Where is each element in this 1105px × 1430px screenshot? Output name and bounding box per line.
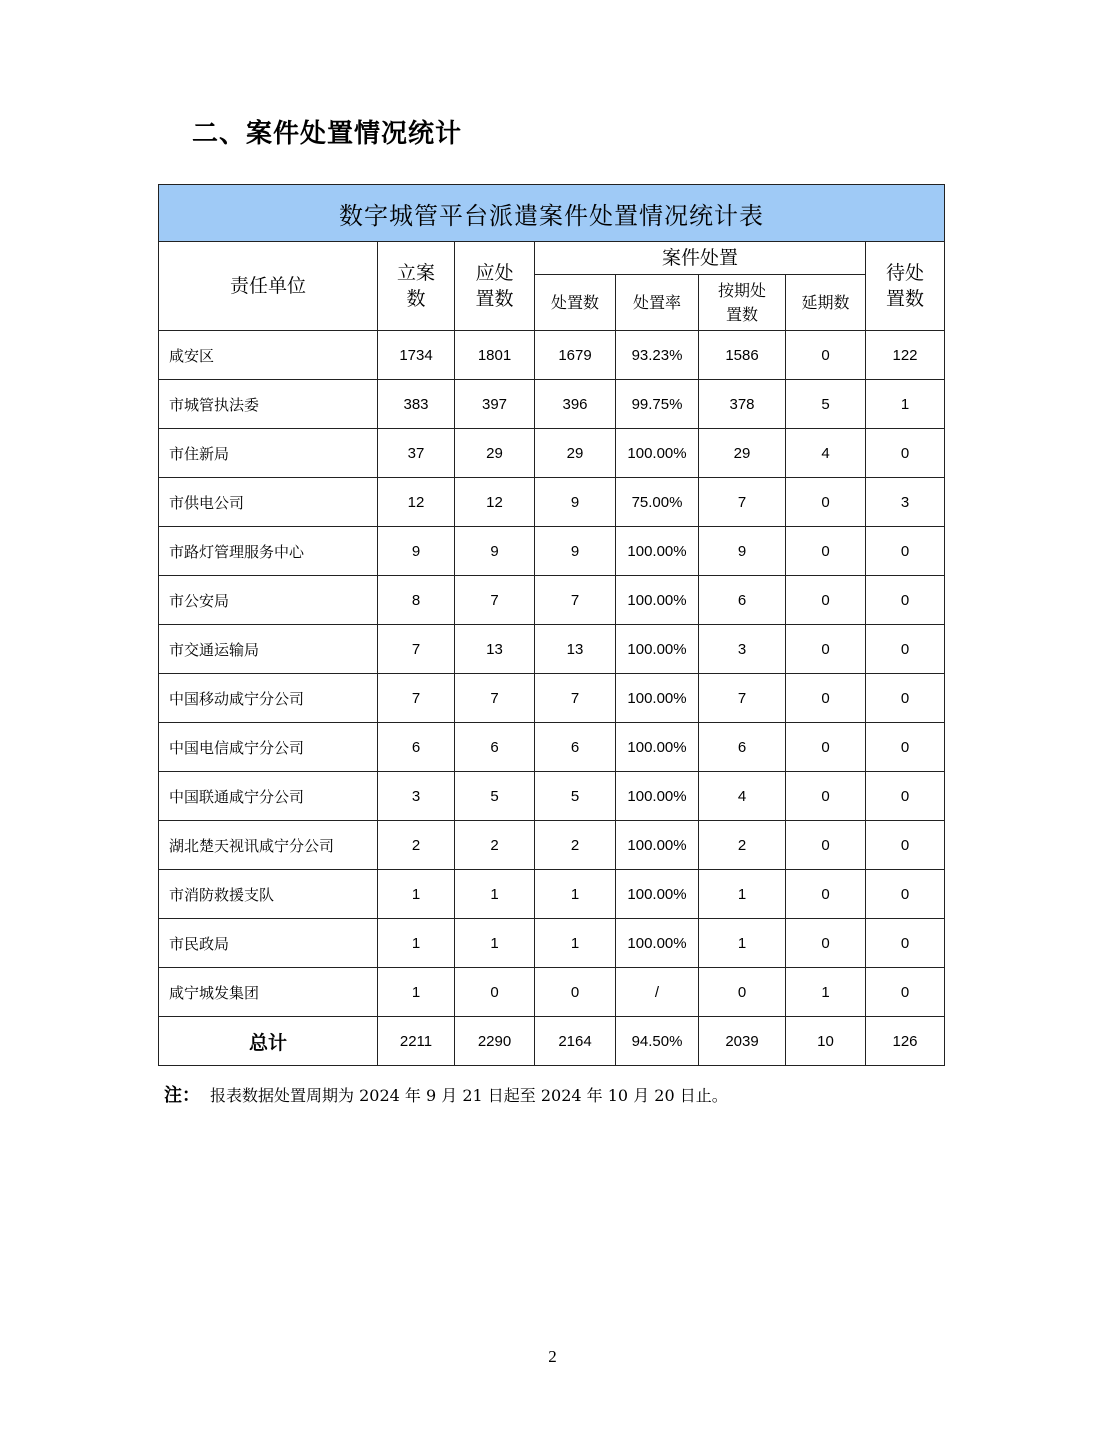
cell-rate: 100.00% [616,821,699,870]
header-pending-count: 待处 置数 [866,242,945,331]
table-row [159,772,945,821]
cell-delayed: 5 [786,380,866,429]
cell-due: 397 [455,380,535,429]
cell-unit: 市消防救援支队 [159,870,378,919]
cell-due: 5 [455,772,535,821]
cell-unit: 咸安区 [159,331,378,380]
cell-due: 7 [455,674,535,723]
cell-unit: 咸宁城发集团 [159,968,378,1017]
cell-due: 6 [455,723,535,772]
cell-delayed: 0 [786,870,866,919]
cell-delayed: 0 [786,576,866,625]
table-row [159,478,945,527]
cell-filed: 1 [378,919,455,968]
table-row [159,576,945,625]
cell-handled: 9 [535,478,616,527]
case-statistics-table [158,184,945,1066]
cell-handled: 1 [535,919,616,968]
cell-ontime: 9 [699,527,786,576]
cell-delayed: 0 [786,527,866,576]
total-cell-rate: 94.50% [616,1017,699,1066]
cell-pending: 0 [866,870,945,919]
table-row [159,380,945,429]
cell-due: 29 [455,429,535,478]
cell-ontime: 378 [699,380,786,429]
header-handled-count: 处置数 [535,275,616,331]
cell-rate: 100.00% [616,919,699,968]
cell-ontime: 3 [699,625,786,674]
cell-delayed: 4 [786,429,866,478]
footnote [164,1081,728,1107]
table-caption: 数字城管平台派遣案件处置情况统计表 [159,185,945,242]
cell-handled: 29 [535,429,616,478]
cell-rate: 100.00% [616,772,699,821]
total-cell-handled: 2164 [535,1017,616,1066]
cell-rate: / [616,968,699,1017]
cell-delayed: 0 [786,674,866,723]
cell-pending: 0 [866,527,945,576]
cell-due: 1 [455,919,535,968]
cell-ontime: 7 [699,478,786,527]
total-cell-delayed: 10 [786,1017,866,1066]
cell-handled: 7 [535,576,616,625]
cell-filed: 8 [378,576,455,625]
cell-due: 0 [455,968,535,1017]
cell-ontime: 1 [699,870,786,919]
cell-filed: 6 [378,723,455,772]
total-cell-unit: 总计 [159,1017,378,1066]
cell-due: 1 [455,870,535,919]
section-title: 二、案件处置情况统计 [192,119,463,149]
total-cell-due: 2290 [455,1017,535,1066]
header-handling-rate: 处置率 [616,275,699,331]
cell-unit: 湖北楚天视讯咸宁分公司 [159,821,378,870]
cell-unit: 中国联通咸宁分公司 [159,772,378,821]
cell-handled: 2 [535,821,616,870]
cell-unit: 中国移动咸宁分公司 [159,674,378,723]
table-row [159,625,945,674]
footnote-text: 报表数据处置周期为 2024 年 9 月 21 日起至 2024 年 10 月 20 日止。 [210,1086,728,1105]
cell-unit: 市公安局 [159,576,378,625]
cell-rate: 100.00% [616,576,699,625]
cell-pending: 0 [866,625,945,674]
cell-handled: 396 [535,380,616,429]
cell-pending: 0 [866,772,945,821]
cell-delayed: 0 [786,772,866,821]
total-cell-pending: 126 [866,1017,945,1066]
cell-ontime: 6 [699,723,786,772]
cell-unit: 市民政局 [159,919,378,968]
table-row [159,723,945,772]
cell-delayed: 0 [786,331,866,380]
table-row [159,821,945,870]
table-row [159,968,945,1017]
cell-filed: 37 [378,429,455,478]
cell-rate: 100.00% [616,527,699,576]
cell-pending: 0 [866,429,945,478]
cell-filed: 1734 [378,331,455,380]
cell-delayed: 0 [786,821,866,870]
cell-delayed: 0 [786,723,866,772]
cell-ontime: 6 [699,576,786,625]
cell-delayed: 1 [786,968,866,1017]
total-cell-ontime: 2039 [699,1017,786,1066]
header-filed-count: 立案 数 [378,242,455,331]
cell-due: 9 [455,527,535,576]
cell-due: 12 [455,478,535,527]
table-row [159,331,945,380]
cell-due: 1801 [455,331,535,380]
cell-rate: 100.00% [616,429,699,478]
page-number: 2 [548,1347,557,1366]
cell-rate: 100.00% [616,625,699,674]
cell-unit: 市城管执法委 [159,380,378,429]
cell-pending: 0 [866,723,945,772]
header-ontime-count: 按期处 置数 [699,275,786,331]
cell-unit: 中国电信咸宁分公司 [159,723,378,772]
cell-rate: 93.23% [616,331,699,380]
cell-unit: 市路灯管理服务中心 [159,527,378,576]
header-unit: 责任单位 [159,242,378,331]
cell-handled: 13 [535,625,616,674]
cell-ontime: 1 [699,919,786,968]
cell-pending: 0 [866,674,945,723]
cell-filed: 7 [378,625,455,674]
cell-delayed: 0 [786,919,866,968]
cell-pending: 0 [866,919,945,968]
cell-pending: 1 [866,380,945,429]
total-cell-filed: 2211 [378,1017,455,1066]
cell-pending: 3 [866,478,945,527]
cell-rate: 100.00% [616,870,699,919]
cell-filed: 2 [378,821,455,870]
cell-unit: 市住新局 [159,429,378,478]
cell-filed: 12 [378,478,455,527]
cell-filed: 383 [378,380,455,429]
header-due-count: 应处 置数 [455,242,535,331]
cell-pending: 0 [866,968,945,1017]
cell-unit: 市供电公司 [159,478,378,527]
table-row [159,870,945,919]
header-case-handling-group: 案件处置 [535,242,866,275]
cell-delayed: 0 [786,625,866,674]
cell-pending: 0 [866,821,945,870]
cell-handled: 1 [535,870,616,919]
cell-pending: 122 [866,331,945,380]
table-row [159,527,945,576]
cell-ontime: 1586 [699,331,786,380]
header-delayed-count: 延期数 [786,275,866,331]
cell-delayed: 0 [786,478,866,527]
cell-rate: 75.00% [616,478,699,527]
cell-due: 2 [455,821,535,870]
cell-filed: 1 [378,968,455,1017]
cell-ontime: 4 [699,772,786,821]
table-row [159,674,945,723]
cell-handled: 7 [535,674,616,723]
cell-pending: 0 [866,576,945,625]
cell-rate: 100.00% [616,674,699,723]
cell-handled: 0 [535,968,616,1017]
cell-rate: 100.00% [616,723,699,772]
cell-ontime: 2 [699,821,786,870]
cell-handled: 1679 [535,331,616,380]
cell-filed: 7 [378,674,455,723]
cell-handled: 9 [535,527,616,576]
cell-ontime: 7 [699,674,786,723]
cell-handled: 6 [535,723,616,772]
table-row [159,919,945,968]
cell-handled: 5 [535,772,616,821]
cell-filed: 1 [378,870,455,919]
cell-rate: 99.75% [616,380,699,429]
total-row [159,1017,945,1066]
table-row [159,429,945,478]
cell-filed: 9 [378,527,455,576]
cell-due: 7 [455,576,535,625]
cell-ontime: 29 [699,429,786,478]
cell-due: 13 [455,625,535,674]
cell-unit: 市交通运输局 [159,625,378,674]
cell-ontime: 0 [699,968,786,1017]
cell-filed: 3 [378,772,455,821]
footnote-label: 注： [164,1085,200,1106]
